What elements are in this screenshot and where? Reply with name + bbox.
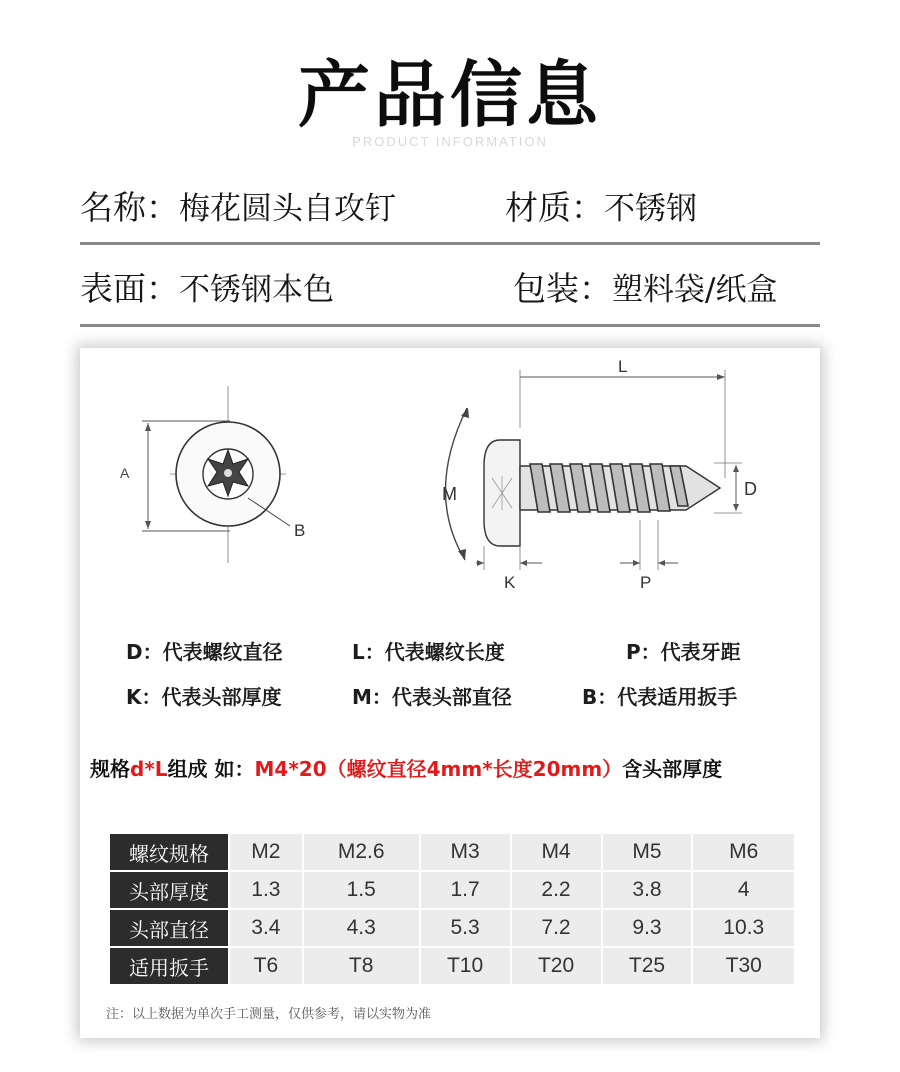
table-cell: 1.3 [230,872,302,908]
material-value: 不锈钢 [604,191,697,227]
material-label: 材质： [505,188,604,227]
spec-format-note: 规格d*L组成 如：M4*20（螺纹直径4mm*长度20mm）含头部厚度 [90,757,723,781]
table-cell: T8 [304,948,419,984]
table-cell: 7.2 [512,910,601,946]
table-cell: T20 [512,948,601,984]
surface-label: 表面： [80,269,179,308]
table-cell: M4 [512,834,601,870]
label-D: D [744,479,757,499]
page-title: 产品信息 [297,53,602,137]
label-M: M [442,484,457,504]
table-cell: 4 [693,872,794,908]
spec-table [108,832,796,986]
screw-head-top-view [142,386,290,563]
name-value: 梅花圆头自攻钉 [179,191,396,227]
label-P: P [640,573,652,592]
table-cell: M3 [421,834,510,870]
table-cell: 1.5 [304,872,419,908]
table-cell: M2 [230,834,302,870]
row-header: 螺纹规格 [110,834,228,870]
table-cell: M6 [693,834,794,870]
name-label: 名称： [80,188,179,227]
table-cell: T10 [421,948,510,984]
label-B: B [294,521,306,540]
spec-panel [80,348,820,1038]
table-row-wrench [110,948,794,984]
row-header: 适用扳手 [110,948,228,984]
table-cell: 2.2 [512,872,601,908]
package-value: 塑料袋/纸盒 [612,272,778,308]
table-cell: M2.6 [304,834,419,870]
table-cell: 4.3 [304,910,419,946]
table-cell: 9.3 [603,910,692,946]
table-cell: T6 [230,948,302,984]
table-cell: T30 [693,948,794,984]
label-K: K [504,573,516,592]
legend-p: P：代表牙距 [626,640,741,664]
table-cell: 10.3 [693,910,794,946]
row-header: 头部直径 [110,910,228,946]
screw-diagram [80,348,820,608]
label-L: L [618,357,628,376]
info-row-1 [80,180,820,240]
legend-k: K：代表头部厚度 [126,685,282,709]
table-cell: 5.3 [421,910,510,946]
legend-l: L：代表螺纹长度 [352,640,505,664]
legend-d: D：代表螺纹直径 [126,640,283,664]
info-row-2 [80,261,820,321]
legend-b: B：代表适用扳手 [582,685,738,709]
divider-1 [80,242,820,245]
table-row-thread-spec [110,834,794,870]
table-cell: 1.7 [421,872,510,908]
table-cell: 3.4 [230,910,302,946]
row-header: 头部厚度 [110,872,228,908]
footnote: 注：以上数据为单次手工测量，仅供参考，请以实物为准 [106,1007,432,1022]
table-row-head-diameter [110,910,794,946]
package-label: 包装： [513,269,612,308]
table-cell: T25 [603,948,692,984]
table-row-head-thickness [110,872,794,908]
legend-m: M：代表头部直径 [352,685,512,709]
table-cell: M5 [603,834,692,870]
surface-value: 不锈钢本色 [179,272,334,308]
table-cell: 3.8 [603,872,692,908]
screw-side-view [445,370,742,570]
divider-2 [80,324,820,327]
label-A: A [120,465,130,481]
page-subtitle: PRODUCT INFORMATION [352,134,548,149]
